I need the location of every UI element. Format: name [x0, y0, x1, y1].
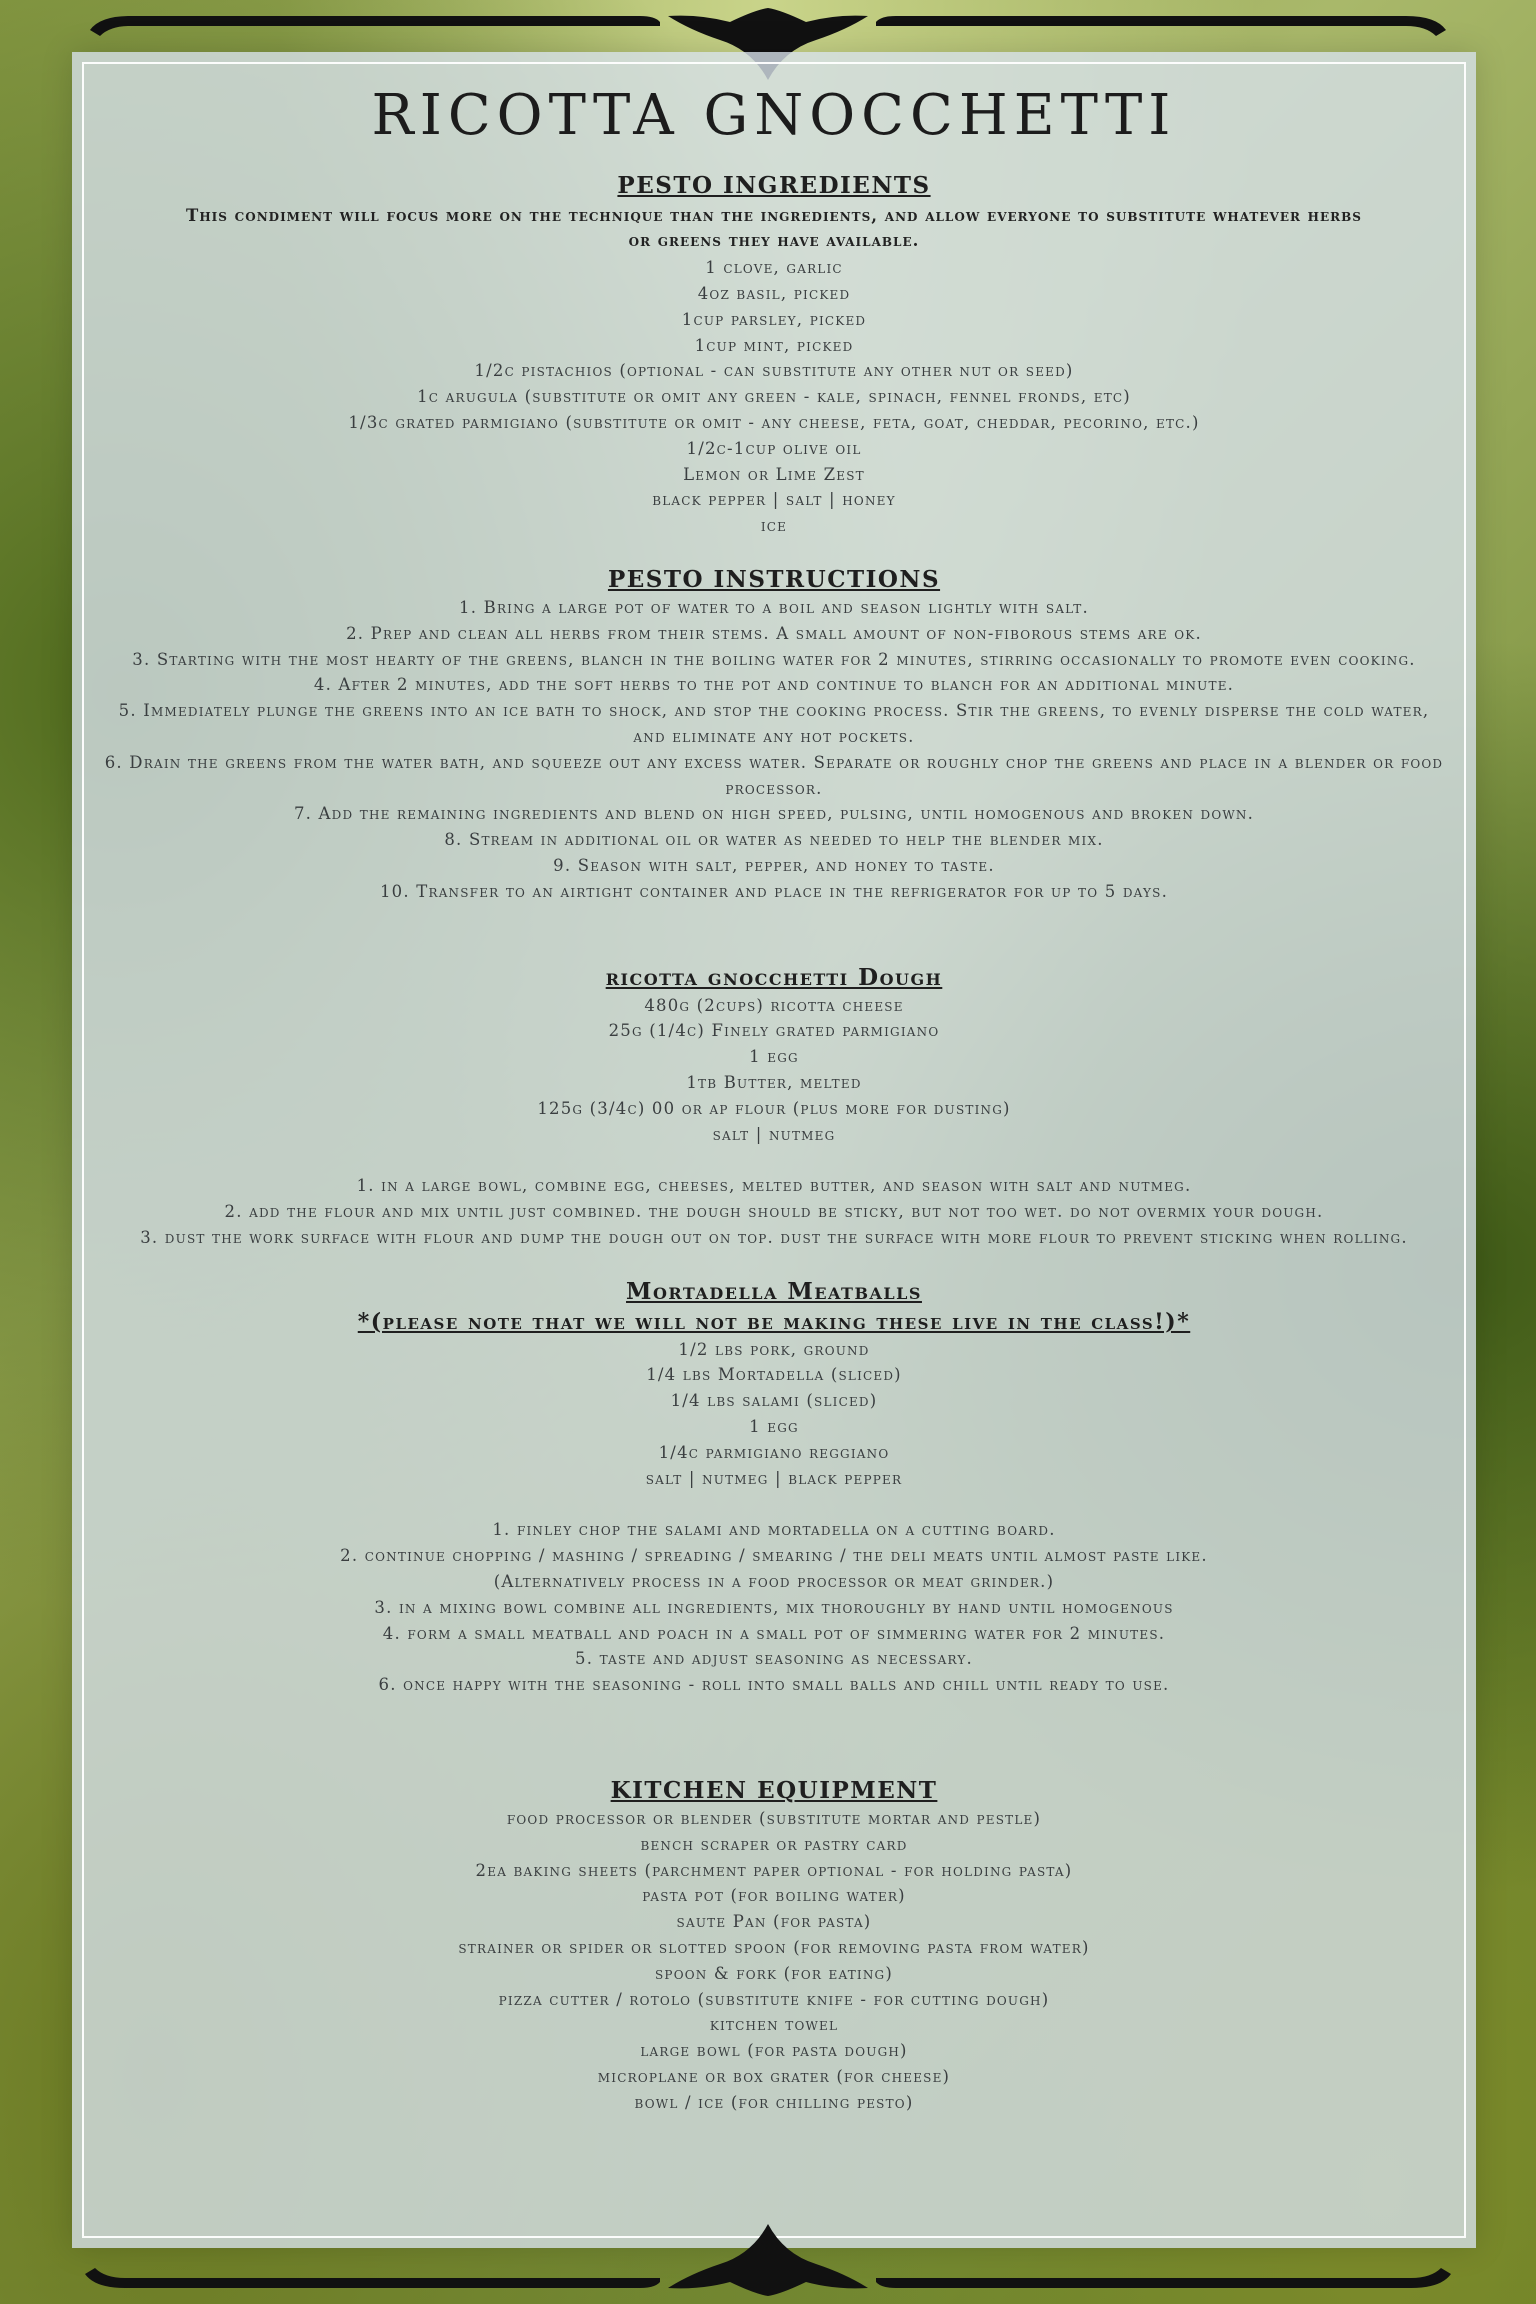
- list-item: food processor or blender (substitute mortar and pestle): [506, 1809, 1042, 1829]
- list-item: 3. in a mixing bowl combine all ingredients, mix thoroughly by hand until homogenous: [374, 1597, 1174, 1617]
- list-item: 2ea baking sheets (parchment paper optional - for holding pasta): [475, 1860, 1073, 1880]
- equipment-section: [72, 1776, 1476, 2116]
- list-item: pasta pot (for boiling water): [642, 1886, 906, 1906]
- list-item: 1/3c grated parmigiano (substitute or omit - any cheese, feta, goat, cheddar, pecorino, etc.): [348, 412, 1200, 432]
- list-item: 1/4 lbs Mortadella (sliced): [646, 1365, 902, 1385]
- list-item: bench scraper or pastry card: [640, 1834, 908, 1854]
- list-item: bowl / ice (for chilling pesto): [634, 2092, 914, 2112]
- list-item: 1 egg: [749, 1417, 799, 1437]
- list-item: 1 egg: [749, 1047, 799, 1067]
- list-item: 1/2c pistachios (optional - can substitute any other nut or seed): [474, 361, 1074, 381]
- list-item: 1cup parsley, picked: [681, 309, 867, 329]
- list-item: 1 clove, garlic: [705, 258, 843, 278]
- list-item: 1. Bring a large pot of water to a boil and season lightly with salt.: [459, 597, 1089, 617]
- pesto-ingredients-heading: PESTO INGREDIENTS: [617, 172, 931, 200]
- list-item: black pepper | salt | honey: [652, 490, 896, 510]
- pesto-steps-list: [72, 595, 1476, 905]
- list-item: pizza cutter / rotolo (substitute knife - for cutting dough): [498, 1989, 1050, 2009]
- list-item: 1. in a large bowl, combine egg, cheeses, melted butter, and season with salt and nutmeg.: [356, 1176, 1192, 1196]
- list-item: Lemon or Lime Zest: [683, 464, 865, 484]
- list-item: large bowl (for pasta dough): [640, 2041, 908, 2061]
- content-panel: [72, 52, 1476, 2248]
- meatball-ingredient-list: [72, 1337, 1476, 1492]
- list-item: 1/4 lbs salami (sliced): [670, 1391, 878, 1411]
- list-item: salt | nutmeg | black pepper: [645, 1468, 903, 1488]
- list-item: 6. once happy with the seasoning - roll into small balls and chill until ready to use.: [378, 1675, 1170, 1695]
- list-item: microplane or box grater (for cheese): [597, 2067, 951, 2087]
- list-item: (Alternatively process in a food processor or meat grinder.): [493, 1572, 1055, 1592]
- equipment-list: [72, 1806, 1476, 2116]
- bottom-ornament: [0, 2214, 1536, 2304]
- list-item: 5. taste and adjust seasoning as necessary.: [575, 1649, 973, 1669]
- list-item: 125g (3/4c) 00 or ap flour (plus more for dusting): [537, 1098, 1011, 1118]
- list-item: 4oz basil, picked: [697, 283, 851, 303]
- list-item: 1/4c parmigiano reggiano: [658, 1442, 890, 1462]
- meatballs-section: [72, 1277, 1476, 1698]
- list-item: 2. continue chopping / mashing / spreading / smearing / the deli meats until almost paste like.: [340, 1546, 1208, 1566]
- pesto-instructions-section: [72, 565, 1476, 905]
- list-item: 2. add the flour and mix until just combined. the dough should be sticky, but not too wet. do not overmix your dough.: [224, 1202, 1324, 1222]
- equipment-heading: KITCHEN EQUIPMENT: [610, 1777, 938, 1805]
- list-item: 4. form a small meatball and poach in a small pot of simmering water for 2 minutes.: [382, 1623, 1166, 1643]
- list-item: spoon & fork (for eating): [655, 1963, 893, 1983]
- list-item: 7. Add the remaining ingredients and blend on high speed, pulsing, until homogenous and broken down.: [293, 804, 1255, 824]
- list-item: 10. Transfer to an airtight container and place in the refrigerator for up to 5 days.: [379, 881, 1169, 901]
- list-item: 1c arugula (substitute or omit any green - kale, spinach, fennel fronds, etc): [417, 387, 1131, 407]
- list-item: 1/2c-1cup olive oil: [686, 438, 862, 458]
- meatball-steps-list: [72, 1517, 1476, 1698]
- pesto-note: This condiment will focus more on the technique than the ingredients, and allow everyone to substitute whatever herbs or greens they have available.: [186, 206, 1362, 251]
- list-item: 480g (2cups) ricotta cheese: [644, 995, 904, 1015]
- list-item: 9. Season with salt, pepper, and honey to taste.: [553, 855, 995, 875]
- recipe-content: [72, 82, 1476, 2116]
- list-item: 2. Prep and clean all herbs from their stems. A small amount of non-fiborous stems are ok.: [346, 623, 1202, 643]
- list-item: 1tb Butter, melted: [686, 1072, 862, 1092]
- dough-ingredient-list: [72, 993, 1476, 1148]
- meatballs-subheading: *(please note that we will not be making these live in the class!)*: [357, 1308, 1191, 1335]
- list-item: 3. dust the work surface with flour and dump the dough out on top. dust the surface with more flour to prevent sticking when rolling.: [140, 1227, 1408, 1247]
- list-item: salt | nutmeg: [712, 1124, 836, 1144]
- list-item: 1. finley chop the salami and mortadella on a cutting board.: [492, 1520, 1056, 1540]
- dough-heading: ricotta gnocchetti Dough: [605, 963, 943, 991]
- list-item: 1/2 lbs pork, ground: [678, 1339, 870, 1359]
- list-item: 1cup mint, picked: [694, 335, 854, 355]
- list-item: 8. Stream in additional oil or water as needed to help the blender mix.: [444, 830, 1104, 850]
- list-item: strainer or spider or slotted spoon (for removing pasta from water): [458, 1938, 1090, 1958]
- page-title: RICOTTA GNOCCHETTI: [371, 83, 1177, 148]
- pesto-ingredient-list: [72, 255, 1476, 539]
- pesto-instructions-heading: PESTO INSTRUCTIONS: [607, 565, 941, 593]
- list-item: 3. Starting with the most hearty of the greens, blanch in the boiling water for 2 minutes, stirring occasionally to promote even cooking.: [132, 649, 1416, 669]
- list-item: 5. Immediately plunge the greens into an ice bath to shock, and stop the cooking process. Stir the greens, to evenly disperse the cold water, and eliminate any hot pockets.: [118, 701, 1430, 746]
- list-item: ice: [760, 516, 788, 536]
- list-item: 25g (1/4c) Finely grated parmigiano: [608, 1021, 940, 1041]
- meatballs-heading: Mortadella Meatballs: [626, 1277, 922, 1305]
- list-item: 6. Drain the greens from the water bath, and squeeze out any excess water. Separate or roughly chop the greens and place in a blender or food processor.: [104, 752, 1444, 798]
- dough-section: [72, 963, 1476, 1251]
- list-item: kitchen towel: [709, 2015, 839, 2035]
- list-item: saute Pan (for pasta): [676, 1912, 872, 1932]
- pesto-ingredients-section: [72, 171, 1476, 539]
- list-item: 4. After 2 minutes, add the soft herbs to the pot and continue to blanch for an additional minute.: [313, 675, 1235, 695]
- dough-steps-list: [72, 1173, 1476, 1250]
